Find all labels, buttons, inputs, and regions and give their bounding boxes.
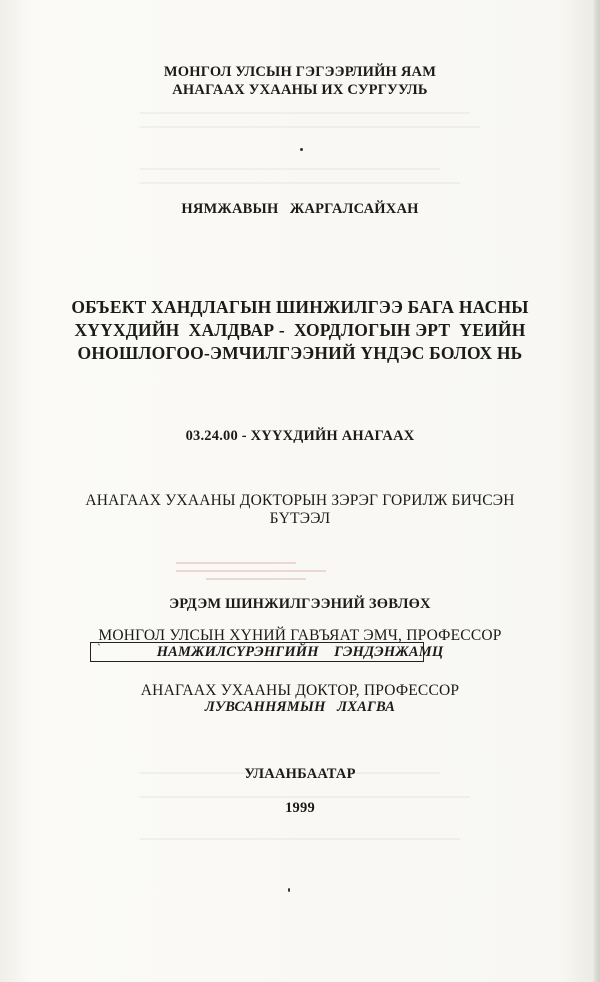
ministry-name: МОНГОЛ УЛСЫН ГЭГЭЭРЛИЙН ЯАМ (163, 64, 437, 80)
title-line-3: ОНОШЛОГОО-ЭМЧИЛГЭЭНИЙ ҮНДЭС БОЛОХ НЬ (77, 343, 523, 363)
advisor-1-name: НАМЖИЛСҮРЭНГИЙН ГЭНДЭНЖАМЦ (156, 644, 444, 660)
advisor-2-title: АНАГААХ УХААНЫ ДОКТОР, ПРОФЕССОР (140, 682, 460, 699)
advisors-heading: ЭРДЭМ ШИНЖИЛГЭЭНИЙ ЗӨВЛӨХ (169, 596, 431, 612)
advisor-2-name: ЛУВСАННЯМЫН ЛХАГВА (204, 699, 396, 715)
tick-mark: ` (97, 641, 101, 655)
bleed-through-line (140, 182, 460, 184)
year: 1999 (285, 800, 315, 816)
title-line-2: ХҮҮХДИЙН ХАЛДВАР - ХОРДЛОГЫН ЭРТ ҮЕИЙН (74, 320, 526, 340)
bleed-through-line (140, 796, 470, 798)
title-line-1: ОБЪЕКТ ХАНДЛАГЫН ШИНЖИЛГЭЭ БАГА НАСНЫ (71, 297, 529, 317)
degree-line-1: АНАГААХ УХААНЫ ДОКТОРЫН ЗЭРЭГ ГОРИЛЖ БИЧСЭН (85, 492, 515, 509)
bleed-through-line (140, 168, 440, 170)
degree-line-2: БҮТЭЭЛ (269, 510, 331, 527)
university-name: АНАГААХ УХААНЫ ИХ СУРГУУЛЬ (172, 82, 428, 98)
speck (300, 148, 303, 151)
faded-stamp (176, 556, 336, 598)
specialty-code: 03.24.00 - ХҮҮХДИЙН АНАГААХ (185, 428, 415, 444)
author-name: НЯМЖАВЫН ЖАРГАЛСАЙХАН (181, 201, 419, 217)
city: УЛААНБААТАР (244, 766, 356, 782)
bleed-through-line (140, 126, 480, 128)
bleed-through-line (140, 838, 460, 840)
advisor-1-title: МОНГОЛ УЛСЫН ХҮНИЙ ГАВЪЯАТ ЭМЧ, ПРОФЕССОР (98, 627, 502, 644)
page-edge (594, 0, 600, 982)
bleed-through-line (140, 112, 470, 114)
speck (288, 888, 290, 892)
